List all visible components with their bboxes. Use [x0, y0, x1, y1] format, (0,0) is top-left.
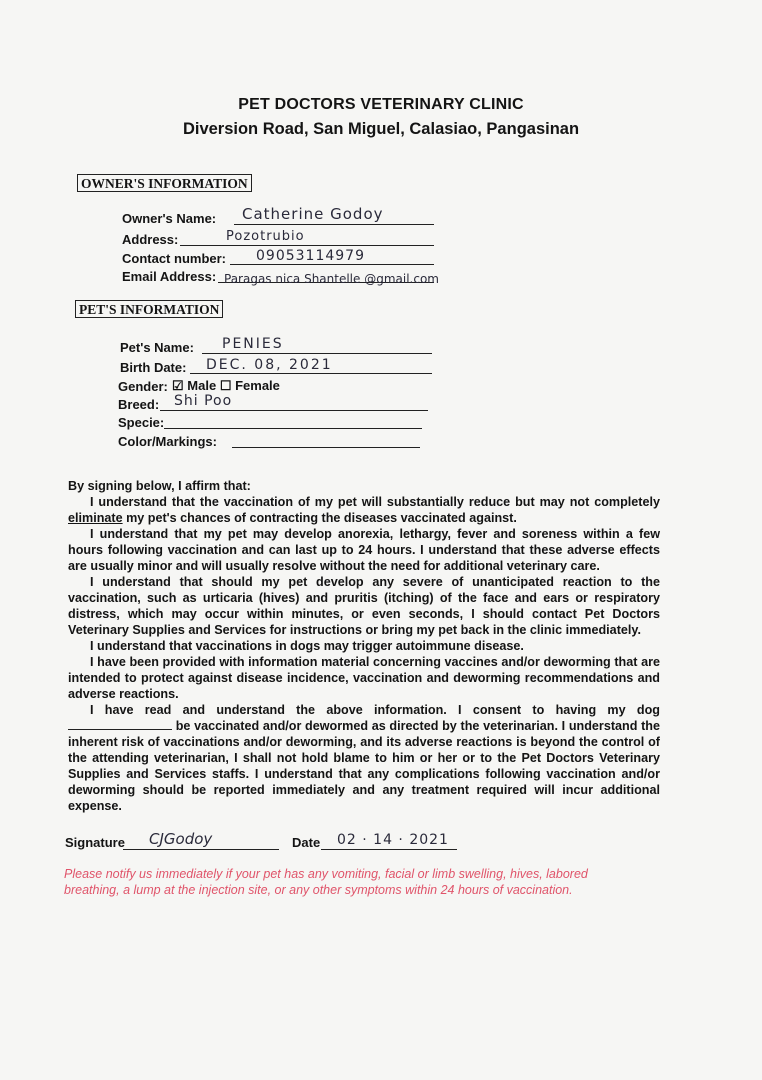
affirmation-p6-b: be vaccinated and/or dewormed as directed by the veterinarian. I understand the inherent risk of vaccinations and/or deworming, and its adverse reactions is beyond the control of the attending veterinarian, I shall not hold blame to him or her or to the Pet Doctors Veterinary Supplies and Services staffs. I understand that any complications following vaccination and/or deworming should be reported immediately and any treatment required will incur additional expense. [68, 719, 661, 813]
pet-breed-value: Shi Poo [174, 393, 233, 409]
owner-contact-value: 09053114979 [256, 248, 365, 264]
signature-value: CJGodoy [149, 830, 213, 848]
affirmation-p1-a: I understand that the vaccination of my pet will substantially reduce but may not completely [90, 495, 660, 509]
owner-address-label: Address: [122, 232, 179, 247]
pet-breed-field [118, 394, 438, 412]
pet-specie-line [164, 428, 422, 429]
owner-section-title: OWNER'S INFORMATION [77, 174, 252, 192]
pet-birthdate-field [120, 357, 440, 375]
clinic-address: Diversion Road, San Miguel, Calasiao, Pangasinan [182, 120, 580, 138]
pet-gender-field [118, 376, 438, 394]
owner-contact-line [230, 264, 434, 265]
pet-color-field [118, 431, 438, 449]
pet-breed-label: Breed: [118, 397, 160, 412]
date-label: Date [292, 835, 321, 850]
affirmation-paragraph-2: I understand that my pet may develop anorexia, lethargy, fever and soreness within a few hours following vaccination and can last up to 24 hours. I understand that these adverse effects are usually minor and will usually resolve without the need for additional veterinary care. [68, 527, 660, 573]
owner-address-line [180, 245, 434, 246]
pet-name-value: PENIES [222, 336, 284, 352]
signature-label: Signature [65, 835, 125, 850]
pet-name-field [120, 337, 440, 355]
pet-name-label: Pet's Name: [120, 340, 194, 355]
pet-breed-line [160, 410, 428, 411]
owner-name-field [122, 205, 442, 226]
clinic-name: PET DOCTORS VETERINARY CLINIC [238, 96, 524, 113]
pet-name-line [202, 353, 432, 354]
date-value: 02 · 14 · 2021 [337, 832, 449, 848]
female-label: Female [235, 378, 280, 393]
male-checkbox[interactable]: ☑ [172, 378, 184, 393]
pet-birthdate-value: DEC. 08, 2021 [206, 357, 333, 373]
pet-section-title: PET'S INFORMATION [75, 300, 223, 318]
owner-address-field [122, 229, 442, 247]
pet-birthdate-line [190, 373, 432, 374]
owner-email-label: Email Address: [122, 269, 217, 284]
affirmation-paragraph-4: I understand that vaccinations in dogs may trigger autoimmune disease. [90, 639, 524, 653]
affirmation-intro: By signing below, I affirm that: [68, 479, 251, 493]
signature-row [65, 832, 465, 854]
owner-email-value: Paragas nica Shantelle @gmail.com [224, 272, 439, 286]
pet-gender-label: Gender: [118, 379, 168, 394]
pet-color-line [232, 447, 420, 448]
pet-specie-label: Specie: [118, 415, 165, 430]
owner-email-field [122, 266, 492, 284]
notify-notice: Please notify us immediately if your pet has any vomiting, facial or limb swelling, hives, labored breathing, a lump at the injection site, or any other symptoms within 24 hours of vaccination. [64, 867, 588, 897]
owner-contact-label: Contact number: [122, 251, 226, 266]
owner-name-line [234, 224, 434, 225]
gender-options [172, 378, 280, 394]
affirmation-paragraph-6 [68, 702, 660, 814]
owner-name-label: Owner's Name: [122, 211, 217, 226]
owner-contact-field [122, 248, 442, 266]
affirmation-p1-b: my pet's chances of contracting the diseases vaccinated against. [122, 511, 517, 525]
affirmation-p1-underlined: eliminate [68, 511, 123, 525]
date-line[interactable] [321, 849, 457, 850]
pet-birthdate-label: Birth Date: [120, 360, 187, 375]
affirmation-p6-a: I have read and understand the above information. I consent to having my dog [90, 703, 660, 717]
affirmation-paragraph-5: I have been provided with information material concerning vaccines and/or deworming that are intended to protect against disease incidence, vaccination and deworming recommendations and adverse reactions. [68, 655, 660, 701]
owner-address-value: Pozotrubio [226, 229, 305, 244]
signature-line[interactable] [123, 849, 279, 850]
dog-name-blank[interactable] [68, 719, 172, 730]
affirmation-text [68, 478, 660, 814]
male-label: Male [187, 378, 217, 393]
female-checkbox[interactable]: ☐ [219, 378, 232, 393]
pet-specie-field [118, 412, 438, 430]
owner-name-value: Catherine Godoy [242, 205, 384, 223]
affirmation-paragraph-1 [68, 494, 660, 526]
pet-color-label: Color/Markings: [118, 434, 217, 449]
affirmation-paragraph-3: I understand that should my pet develop any severe of unanticipated reaction to the vaccination, such as urticaria (hives) and pruritis (itching) of the face and ears or respiratory distress, which may occur within minutes, or even seconds, I should contact Pet Doctors Veterinary Supplies and Services for instructions or bring my pet back in the clinic immediately. [68, 575, 660, 637]
